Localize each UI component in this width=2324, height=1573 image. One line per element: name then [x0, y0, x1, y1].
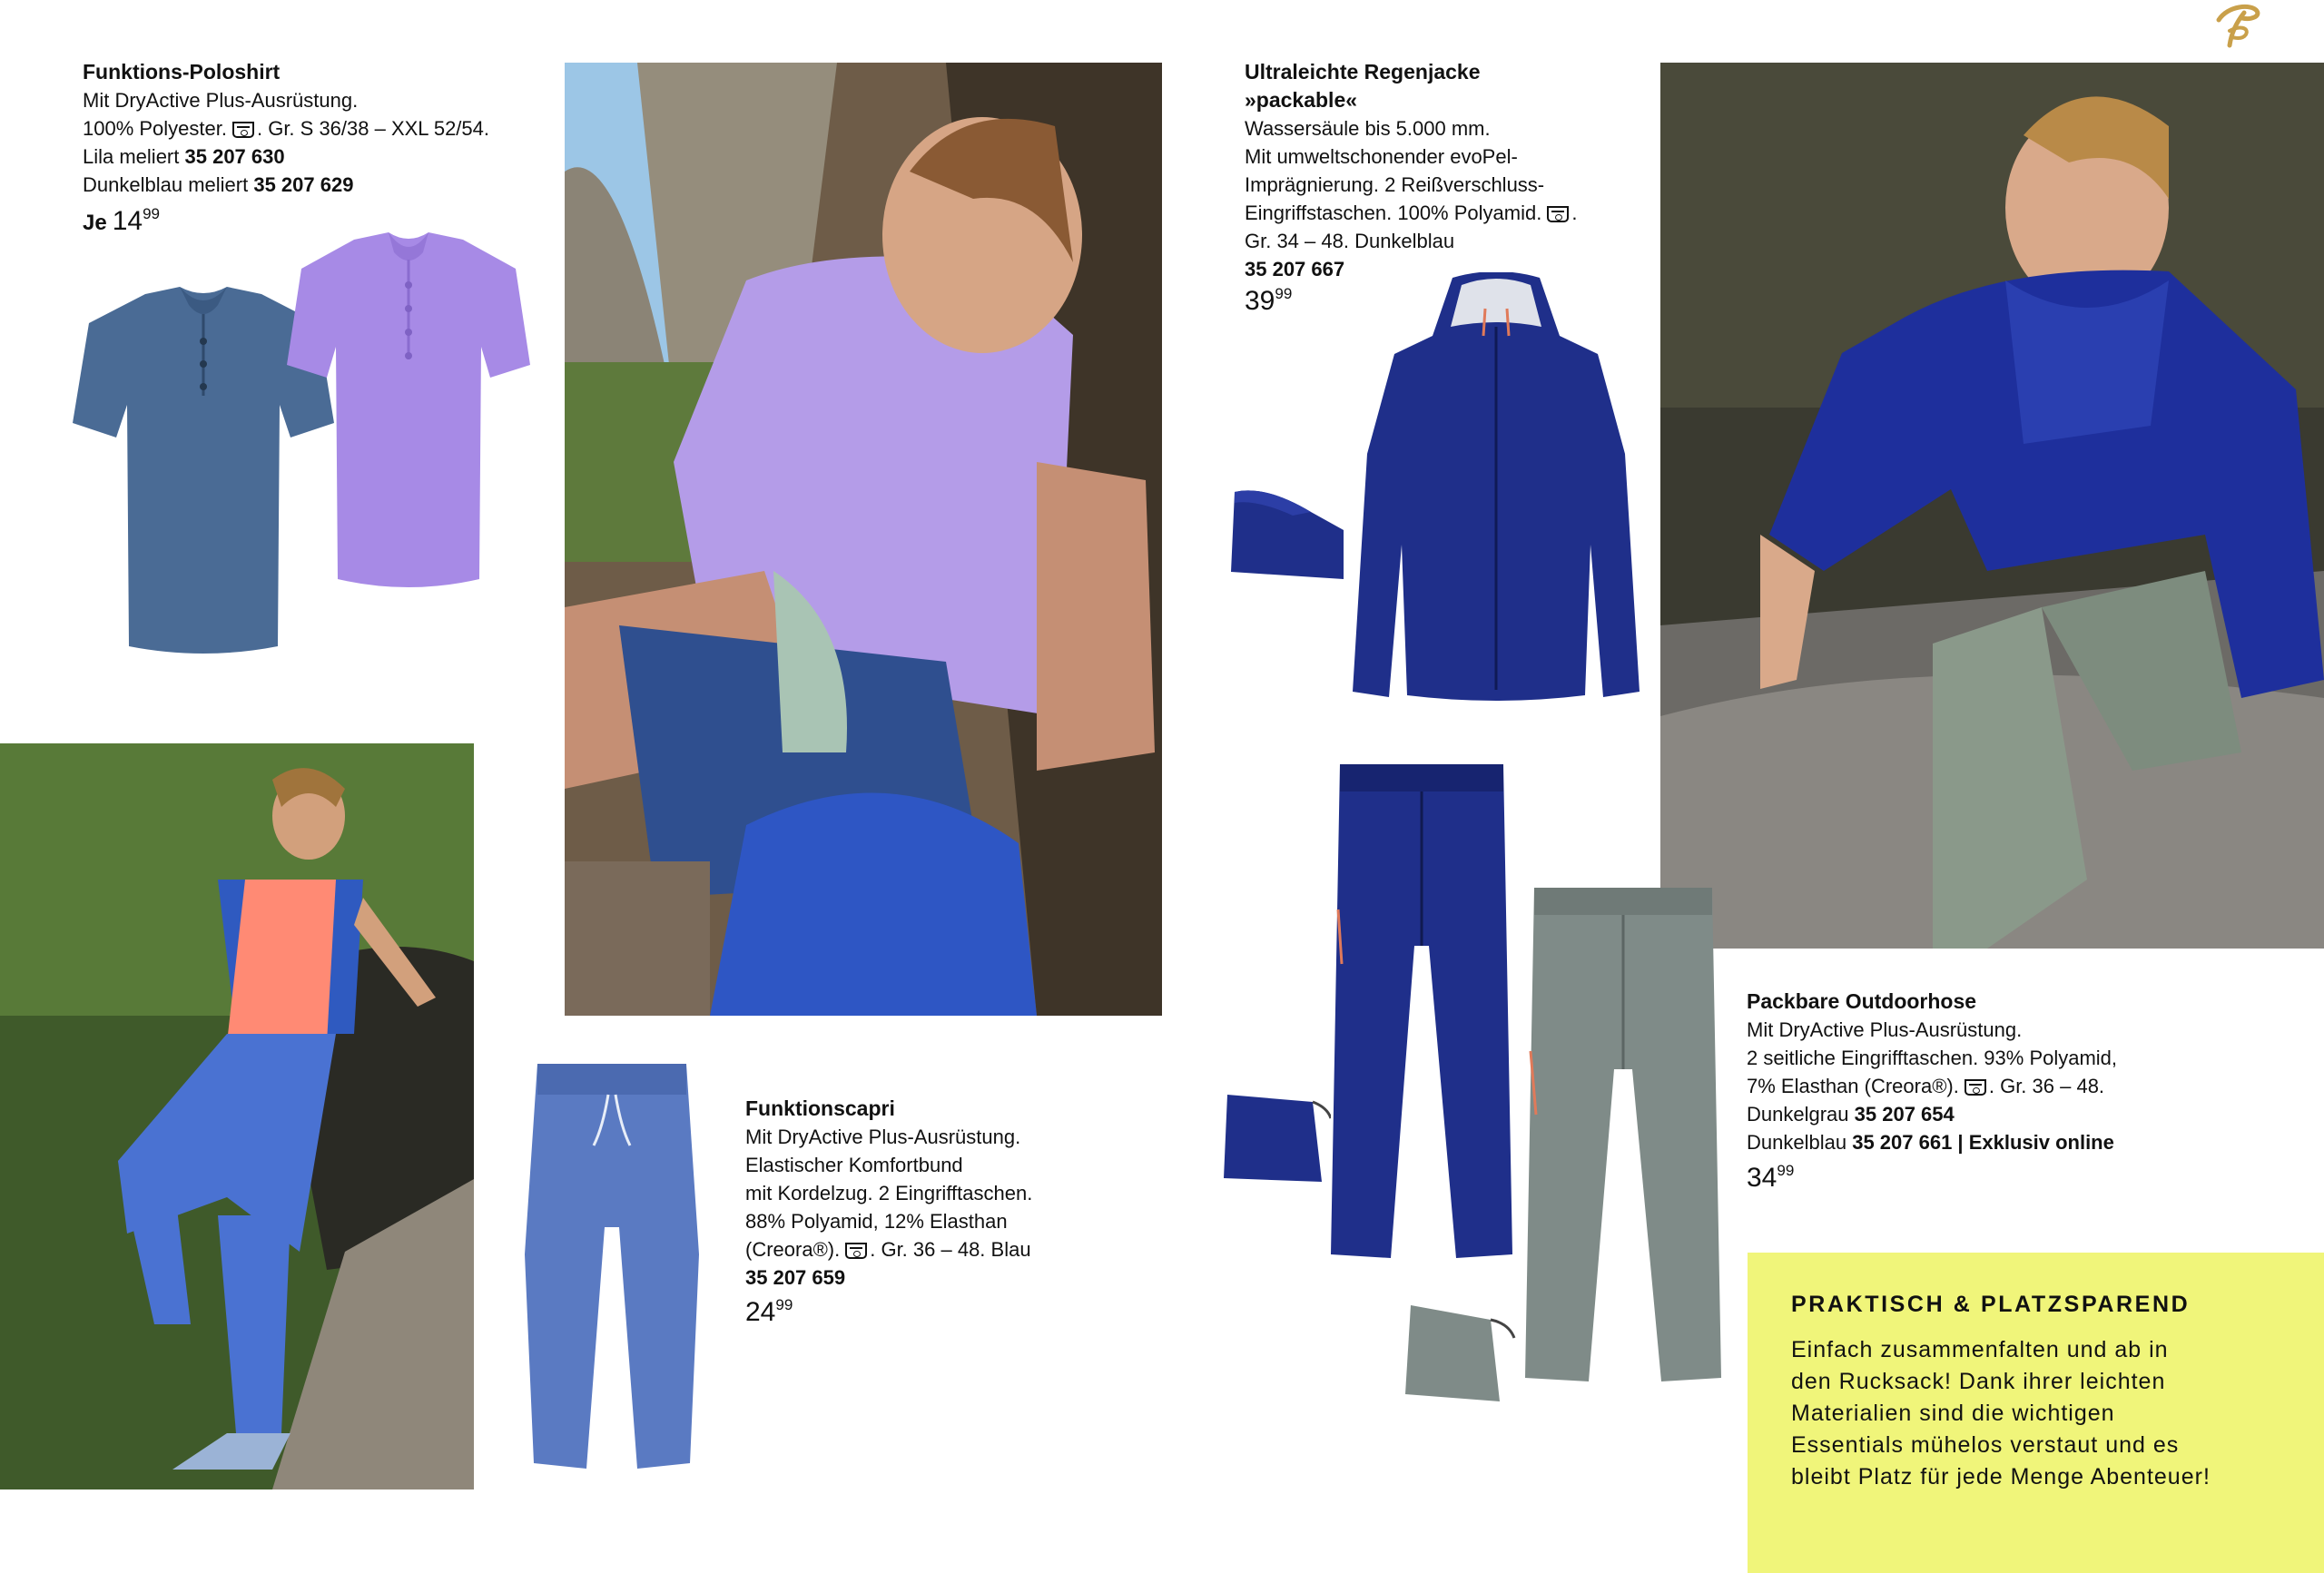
callout-line: bleibt Platz für jede Menge Abenteuer! [1791, 1464, 2211, 1489]
callout-line: Essentials mühelos verstaut und es [1791, 1432, 2180, 1458]
rain-jacket-price [1245, 285, 1292, 317]
trousers-feature-1: Mit DryActive Plus-Ausrüstung. [1747, 1018, 2023, 1041]
photo-polo-illustration [565, 63, 1162, 1016]
rain-jacket-description [1245, 58, 1577, 283]
article-number: 35 207 629 [253, 173, 354, 196]
photo-jacket-illustration [1660, 63, 2324, 949]
callout-body [1791, 1334, 2280, 1493]
article-number: 35 207 661 | Exklusiv online [1852, 1131, 2114, 1154]
capri-feature-3: mit Kordelzug. 2 Eingrifftaschen. [745, 1182, 1033, 1204]
rain-jacket-material-line [1245, 199, 1577, 227]
capri-title: Funktionscapri [745, 1096, 895, 1120]
poloshirt-material: 100% Polyester. [83, 117, 227, 140]
variant-label: Dunkelblau meliert [83, 173, 249, 196]
poloshirt-material-line [83, 114, 489, 143]
rain-jacket-material: Eingriffstaschen. 100% Polyamid. [1245, 202, 1542, 224]
poloshirt-feature: Mit DryActive Plus-Ausrüstung. [83, 89, 359, 112]
outdoor-trousers-grey-image[interactable] [1525, 888, 1721, 1385]
callout-line: Materialien sind die wichtigen [1791, 1401, 2115, 1426]
price-main: 14 [112, 206, 143, 236]
tchibo-logo[interactable] [2211, 0, 2266, 51]
variant-label: Dunkelgrau [1747, 1103, 1849, 1126]
poloshirt-price [83, 205, 160, 237]
trousers-navy-graphic [1331, 764, 1512, 1262]
rain-jacket-sizes: Gr. 34 – 48. Dunkelblau [1245, 230, 1455, 252]
trousers-variant-dunkelblau [1747, 1128, 2117, 1156]
photo-capri-illustration [0, 743, 474, 1489]
callout-line: Einfach zusammenfalten und ab in [1791, 1337, 2169, 1362]
trousers-material: 7% Elasthan (Creora®). [1747, 1075, 1959, 1097]
trousers-sizes: . Gr. 36 – 48. [1988, 1075, 2105, 1097]
poloshirt-variant-dunkelblau [83, 171, 489, 199]
capri-material: 88% Polyamid, 12% Elasthan [745, 1210, 1008, 1233]
wash-30-icon [232, 122, 254, 138]
capri-pants-graphic [521, 1064, 703, 1472]
rain-jacket-graphic [1353, 272, 1640, 703]
article-number: 35 207 667 [1245, 258, 1345, 280]
jacket-pouch-graphic [1229, 485, 1347, 579]
callout-heading: PRAKTISCH & PLATZSPAREND [1791, 1292, 2191, 1317]
price-main: 39 [1245, 286, 1275, 316]
rain-jacket-feature-3: Imprägnierung. 2 Reißverschluss- [1245, 173, 1545, 196]
poloshirt-title: Funktions-Poloshirt [83, 60, 281, 84]
polo-shirt-lilac-graphic [287, 232, 530, 588]
trousers-grey-graphic [1525, 888, 1721, 1385]
lifestyle-photo-polo [565, 63, 1162, 1016]
poloshirt-variant-lila [83, 143, 489, 171]
price-cents: 99 [775, 1296, 793, 1313]
capri-description [745, 1095, 1032, 1292]
callout-box [1748, 1253, 2324, 1573]
price-cents: 99 [143, 205, 160, 222]
pouch-grey-graphic [1403, 1302, 1516, 1405]
article-number: 35 207 654 [1854, 1103, 1955, 1126]
capri-feature-2: Elastischer Komfortbund [745, 1154, 963, 1176]
tchibo-swirl-icon [2211, 0, 2266, 51]
article-number: 35 207 659 [745, 1266, 846, 1289]
variant-label: Lila meliert [83, 145, 180, 168]
trousers-variant-dunkelgrau [1747, 1100, 2117, 1128]
price-prefix: Je [83, 211, 107, 235]
article-number: 35 207 630 [184, 145, 285, 168]
rain-jacket-feature-1: Wassersäule bis 5.000 mm. [1245, 117, 1491, 140]
price-cents: 99 [1275, 285, 1293, 302]
lifestyle-photo-jacket [1660, 63, 2324, 949]
polo-shirt-lilac-image[interactable] [287, 232, 530, 588]
trousers-grey-pouch-image[interactable] [1403, 1302, 1516, 1405]
callout-line: den Rucksack! Dank ihrer leichten [1791, 1369, 2166, 1394]
variant-label: Dunkelblau [1747, 1131, 1847, 1154]
jacket-pouch-image[interactable] [1229, 485, 1347, 579]
outdoor-trousers-description [1747, 988, 2117, 1156]
outdoor-trousers-price [1747, 1162, 1794, 1194]
wash-30-icon [845, 1243, 867, 1259]
capri-pants-image[interactable] [521, 1064, 703, 1472]
price-main: 24 [745, 1297, 776, 1327]
outdoor-trousers-navy-image[interactable] [1331, 764, 1512, 1262]
trousers-feature-2: 2 seitliche Eingrifftaschen. 93% Polyamid, [1747, 1047, 2118, 1069]
wash-30-icon [1965, 1079, 1986, 1096]
price-cents: 99 [1777, 1162, 1795, 1179]
outdoor-trousers-title: Packbare Outdoorhose [1747, 989, 1977, 1013]
capri-feature-1: Mit DryActive Plus-Ausrüstung. [745, 1126, 1021, 1148]
lifestyle-photo-capri [0, 743, 474, 1489]
price-main: 34 [1747, 1163, 1777, 1193]
rain-jacket-title: Ultraleichte Regenjacke [1245, 60, 1481, 84]
rain-jacket-image[interactable] [1353, 272, 1640, 703]
poloshirt-description [83, 58, 489, 199]
pouch-navy-graphic [1222, 1087, 1331, 1187]
rain-jacket-title-suffix: »packable« [1245, 88, 1358, 112]
capri-sizes: . Gr. 36 – 48. Blau [870, 1238, 1031, 1261]
punctuation: . [1571, 202, 1578, 224]
rain-jacket-feature-2: Mit umweltschonender evoPel- [1245, 145, 1518, 168]
poloshirt-sizes: . Gr. S 36/38 – XXL 52/54. [256, 117, 490, 140]
capri-material-brand: (Creora®). [745, 1238, 841, 1261]
wash-30-icon [1547, 206, 1569, 222]
capri-price [745, 1296, 793, 1328]
trousers-material-line [1747, 1072, 2117, 1100]
trousers-navy-pouch-image[interactable] [1222, 1087, 1331, 1187]
capri-material-line [745, 1235, 1032, 1263]
